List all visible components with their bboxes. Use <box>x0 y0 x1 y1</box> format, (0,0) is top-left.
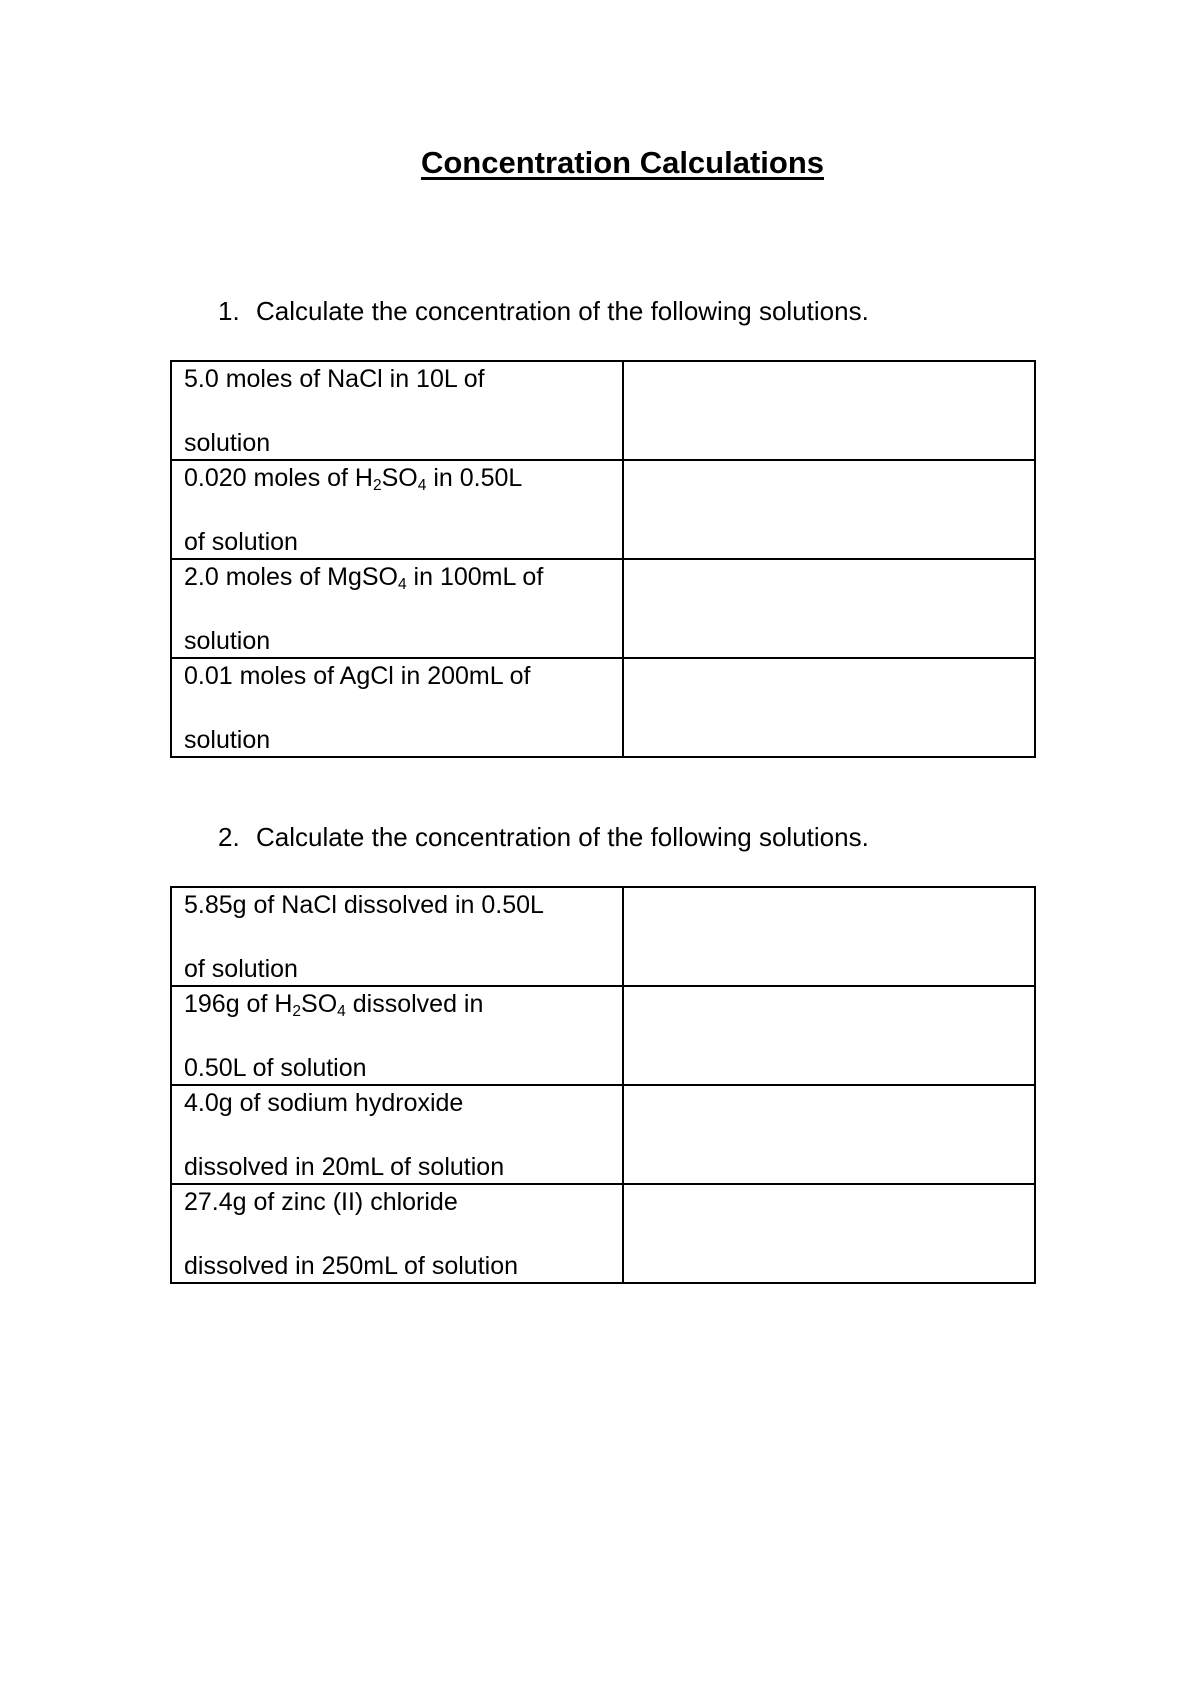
problem-text-line2: of solution <box>184 955 298 983</box>
problem-text-line1 <box>184 463 614 513</box>
formula-subscript: 4 <box>397 576 407 593</box>
question-text: Calculate the concentration of the following solutions. <box>256 822 869 852</box>
formula-subscript: 2 <box>292 1003 302 1020</box>
table-row <box>171 986 1035 1085</box>
problem-cell <box>171 361 623 460</box>
table-row <box>171 887 1035 986</box>
question-2-table <box>170 886 1036 1284</box>
problem-cell <box>171 559 623 658</box>
problem-text-line1: 5.85g of NaCl dissolved in 0.50L <box>184 891 544 919</box>
answer-cell[interactable] <box>623 361 1035 460</box>
question-text: Calculate the concentration of the following solutions. <box>256 296 869 326</box>
problem-text-line1: 27.4g of zinc (II) chloride <box>184 1188 458 1216</box>
problem-cell <box>171 887 623 986</box>
problem-text-line2: 0.50L of solution <box>184 1054 367 1082</box>
question-2-prompt <box>218 822 869 853</box>
problem-text-line2: solution <box>184 726 271 754</box>
table-row <box>171 361 1035 460</box>
formula-subscript: 2 <box>373 477 382 494</box>
table-row <box>171 658 1035 757</box>
answer-cell[interactable] <box>623 986 1035 1085</box>
table-row <box>171 559 1035 658</box>
problem-text-line2: solution <box>184 627 271 655</box>
question-number: 2. <box>218 822 240 852</box>
answer-cell[interactable] <box>623 1184 1035 1283</box>
table-row <box>171 1085 1035 1184</box>
formula-text: 0.020 moles of H <box>184 464 373 492</box>
problem-cell <box>171 1085 623 1184</box>
problem-text-line1: 0.01 moles of AgCl in 200mL of <box>184 662 531 690</box>
formula-text: in 0.50L <box>426 464 523 492</box>
problem-text-line2: solution <box>184 429 271 457</box>
formula-text: SO <box>381 464 418 492</box>
table-row <box>171 1184 1035 1283</box>
question-1-prompt <box>218 296 869 327</box>
formula-text: in 100mL of <box>406 563 544 591</box>
answer-cell[interactable] <box>623 658 1035 757</box>
problem-text-line1 <box>184 562 614 612</box>
formula-text: 196g of H <box>184 990 293 1018</box>
answer-cell[interactable] <box>623 1085 1035 1184</box>
problem-cell <box>171 1184 623 1283</box>
formula-text: 2.0 moles of MgSO <box>184 563 398 591</box>
answer-cell[interactable] <box>623 559 1035 658</box>
problem-cell <box>171 460 623 559</box>
problem-text-line1: 5.0 moles of NaCl in 10L of <box>184 365 485 393</box>
problem-text-line2: dissolved in 20mL of solution <box>184 1153 505 1181</box>
table-row <box>171 460 1035 559</box>
formula-subscript: 4 <box>417 477 427 494</box>
answer-cell[interactable] <box>623 887 1035 986</box>
problem-text-line2: dissolved in 250mL of solution <box>184 1252 518 1280</box>
formula-subscript: 4 <box>337 1003 346 1020</box>
page-title: Concentration Calculations <box>420 145 825 180</box>
problem-cell <box>171 986 623 1085</box>
question-number: 1. <box>218 296 240 326</box>
formula-text: SO <box>301 990 338 1018</box>
problem-text-line2: of solution <box>184 528 298 556</box>
question-1-table <box>170 360 1036 758</box>
problem-text-line1 <box>184 989 614 1039</box>
answer-cell[interactable] <box>623 460 1035 559</box>
problem-cell <box>171 658 623 757</box>
problem-text-line1: 4.0g of sodium hydroxide <box>184 1089 464 1117</box>
formula-text: dissolved in <box>345 990 484 1018</box>
